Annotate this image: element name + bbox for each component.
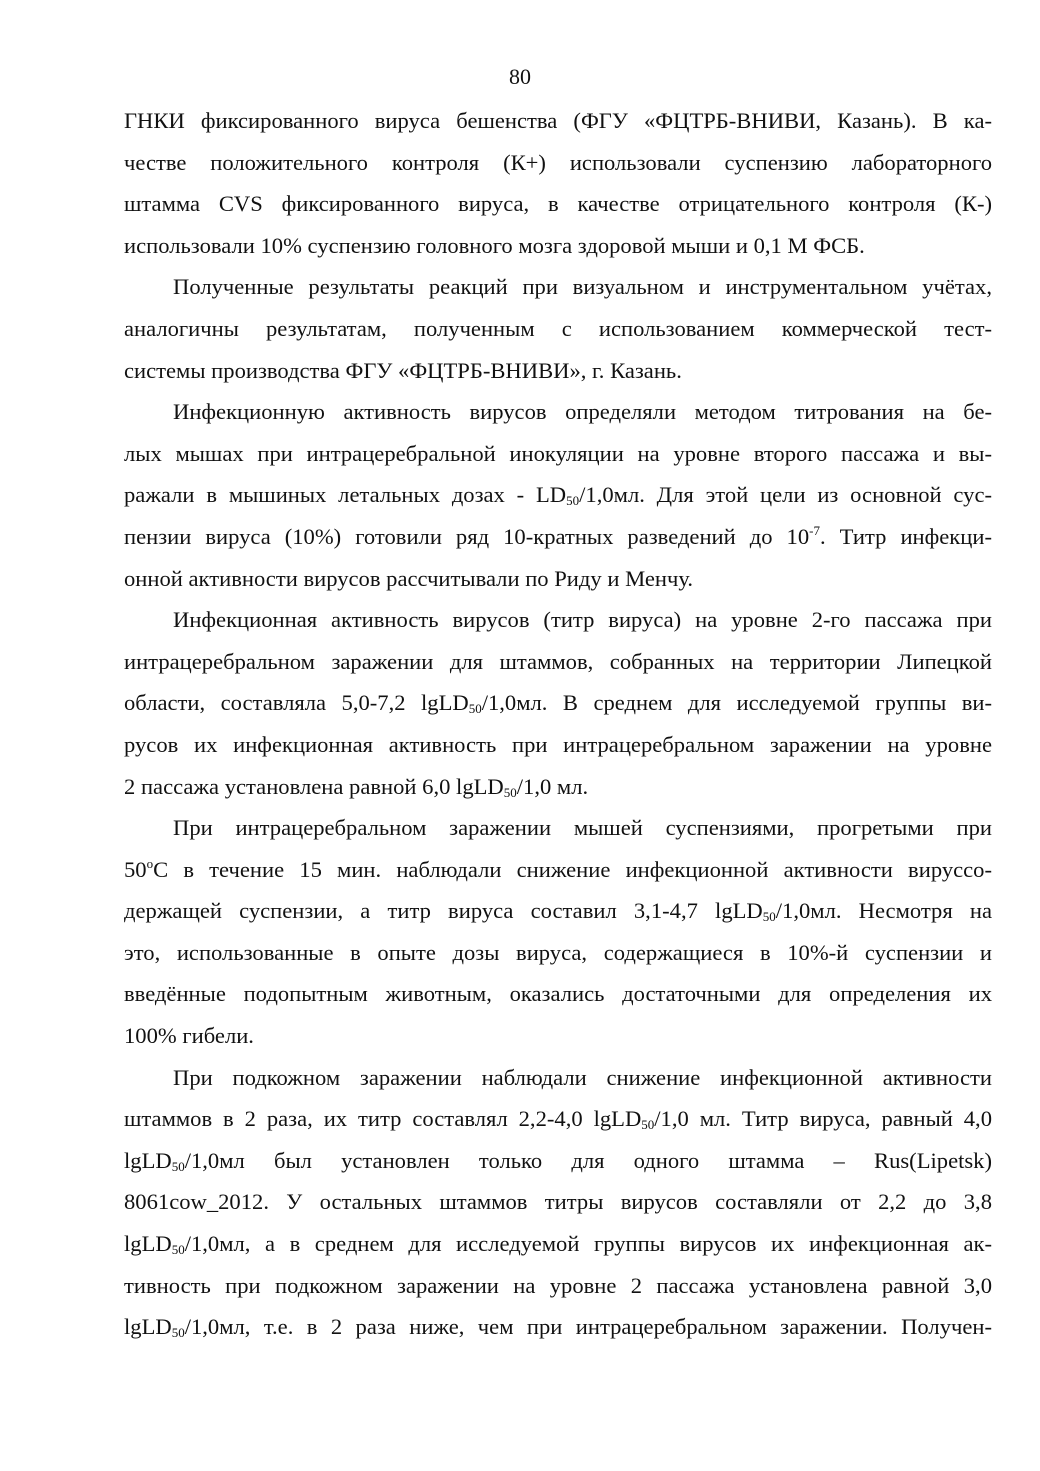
superscript: -7	[809, 522, 820, 538]
text-run: /1,0мл. В среднем для исследуемой группы ви-	[481, 690, 992, 716]
text-line	[124, 516, 992, 558]
subscript: 50	[468, 701, 482, 717]
text-line: введённые подопытным животным, оказались достаточными для определения их	[124, 981, 992, 1007]
text-run: штаммов в 2 раза, их титр составлял 2,2-4,0 lgLD	[124, 1106, 642, 1132]
text-run: lgLD	[124, 1314, 172, 1340]
text-run: . Титр инфекци-	[820, 523, 992, 549]
text-line: Инфекционная активность вирусов (титр вируса) на уровне 2-го пассажа при	[173, 607, 992, 633]
text-line: ГНКИ фиксированного вируса бешенства (ФГУ «ФЦТРБ-ВНИВИ, Казань). В ка-	[124, 108, 992, 133]
text-line	[124, 682, 992, 724]
text-run: /1,0мл, т.е. в 2 раза ниже, чем при интрацеребральном заражении. Получен-	[184, 1314, 992, 1340]
text-run: области, составляла 5,0-7,2 lgLD	[124, 690, 469, 716]
superscript: о	[146, 855, 154, 871]
text-run: lgLD	[124, 1231, 172, 1257]
text-line	[124, 849, 992, 891]
text-line: аналогичны результатам, полученным с использованием коммерческой тест-	[124, 315, 992, 341]
subscript: 50	[641, 1117, 655, 1133]
text-line	[124, 1098, 992, 1140]
paragraph	[124, 807, 992, 1057]
text-line: штамма CVS фиксированного вируса, в качестве отрицательного контроля (К-)	[124, 191, 992, 217]
subscript: 50	[171, 1325, 185, 1341]
text-run: /1,0 мл.	[516, 773, 589, 799]
subscript: 50	[762, 909, 776, 925]
subscript: 50	[171, 1242, 185, 1258]
text-run: пензии вируса (10%) готовили ряд 10-кратных разведений до 10	[124, 523, 810, 549]
text-run: /1,0мл. Несмотря на	[775, 898, 992, 924]
text-line	[124, 1223, 992, 1265]
text-line: Инфекционную активность вирусов определяли методом титрования на бе-	[173, 399, 992, 425]
subscript: 50	[171, 1158, 185, 1174]
text-line: тивность при подкожном заражении на уровне 2 пассажа установлена равной 3,0	[124, 1272, 992, 1298]
text-line: русов их инфекционная активность при интрацеребральном заражении на уровне	[124, 731, 992, 757]
text-run: 2 пассажа установлена равной 6,0 lgLD	[124, 773, 504, 799]
text-line: честве положительного контроля (К+) использовали суспензию лабораторного	[124, 149, 992, 175]
paragraph	[124, 599, 992, 807]
paragraph	[124, 391, 992, 599]
text-line	[124, 474, 992, 516]
text-line: Полученные результаты реакций при визуальном и инструментальном учётах,	[173, 274, 992, 300]
text-run: 50	[124, 856, 147, 882]
page-number: 80	[509, 64, 531, 89]
text-line: При подкожном заражении наблюдали снижение инфекционной активности	[173, 1064, 992, 1090]
text-line: лых мышах при интрацеребральной инокуляции на уровне второго пассажа и вы-	[124, 440, 992, 466]
text-line: 8061cow_2012. У остальных штаммов титры вирусов составляли от 2,2 до 3,8	[124, 1189, 992, 1215]
text-run: С в течение 15 мин. наблюдали снижение инфекционной активности вируссо-	[153, 856, 992, 882]
subscript: 50	[503, 784, 517, 800]
text-run: /1,0мл, а в среднем для исследуемой группы вирусов их инфекционная ак-	[184, 1231, 992, 1257]
text-run: /1,0 мл. Титр вируса, равный 4,0	[654, 1106, 992, 1132]
text-line	[124, 890, 992, 932]
text-line: онной активности вирусов рассчитывали по Риду и Менчу.	[124, 565, 694, 591]
text-run: держащей суспензии, а титр вируса составил 3,1-4,7 lgLD	[124, 898, 763, 924]
paragraph	[124, 1057, 992, 1348]
text-line: 100% гибели.	[124, 1023, 254, 1049]
text-line	[124, 1140, 992, 1182]
paragraph	[124, 100, 992, 266]
text-line: использовали 10% суспензию головного мозга здоровой мыши и 0,1 М ФСБ.	[124, 232, 865, 258]
text-run: lgLD	[124, 1147, 172, 1173]
text-run: /1,0мл был установлен только для одного штамма – Rus(Lipetsk)	[184, 1147, 992, 1173]
text-line: системы производства ФГУ «ФЦТРБ-ВНИВИ», г. Казань.	[124, 357, 682, 383]
text-line	[124, 766, 992, 808]
subscript: 50	[566, 493, 580, 509]
text-line	[124, 1306, 992, 1348]
text-run: /1,0мл. Для этой цели из основной сус-	[579, 482, 992, 508]
text-run: ражали в мышиных летальных дозах - LD	[124, 482, 567, 508]
text-line: интрацеребральном заражении для штаммов, собранных на территории Липецкой	[124, 648, 992, 674]
text-line: это, использованные в опыте дозы вируса, содержащиеся в 10%-й суспензии и	[124, 939, 992, 965]
text-line: При интрацеребральном заражении мышей суспензиями, прогретыми при	[173, 815, 992, 841]
document-body	[124, 100, 992, 1348]
paragraph	[124, 266, 992, 391]
